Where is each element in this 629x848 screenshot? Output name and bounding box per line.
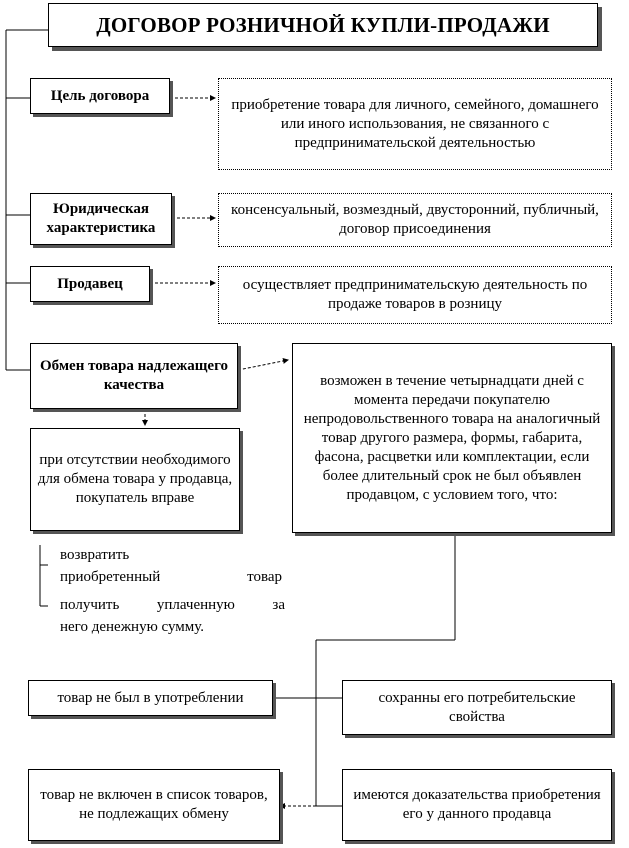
option-refund: получить уплаченную за него денежную сумму. [60, 597, 285, 635]
seller-text: осуществляет предпринимательскую деятельность по продаже товаров в розницу [218, 266, 612, 324]
seller-label: Продавец [30, 266, 150, 302]
purpose-text: приобретение товара для личного, семейного, домашнего или иного использования, не связанного с предпринимательской деятельностью [218, 78, 612, 170]
diagram-title: ДОГОВОР РОЗНИЧНОЙ КУПЛИ-ПРОДАЖИ [48, 3, 598, 47]
purpose-label: Цель договора [30, 78, 170, 114]
exchange-label: Обмен товара надлежащего качества [30, 343, 238, 409]
legal-text: консенсуальный, возмездный, двусторонний, публичный, договор присоединения [218, 193, 612, 247]
condition-evidence: имеются доказательства приобретения его у данного продавца [342, 769, 612, 841]
option-return: возвратить приобретенный товар [60, 547, 282, 585]
absence-text: при отсутствии необходимого для обмена товара у продавца, покупатель вправе [30, 428, 240, 531]
condition-properties-kept: сохранны его потребительские свойства [342, 680, 612, 735]
condition-not-used: товар не был в употреблении [28, 680, 273, 716]
condition-not-in-list: товар не включен в список товаров, не подлежащих обмену [28, 769, 280, 841]
exchange-text: возможен в течение четырнадцати дней с момента передачи покупателю непродовольственного товара на аналогичный товар другого размера, формы, габарита, фасона, расцветки или комплектации, если более длительный срок не был объявлен продавцом, с условием того, что: [292, 343, 612, 533]
legal-label: Юридическая характеристика [30, 193, 172, 245]
